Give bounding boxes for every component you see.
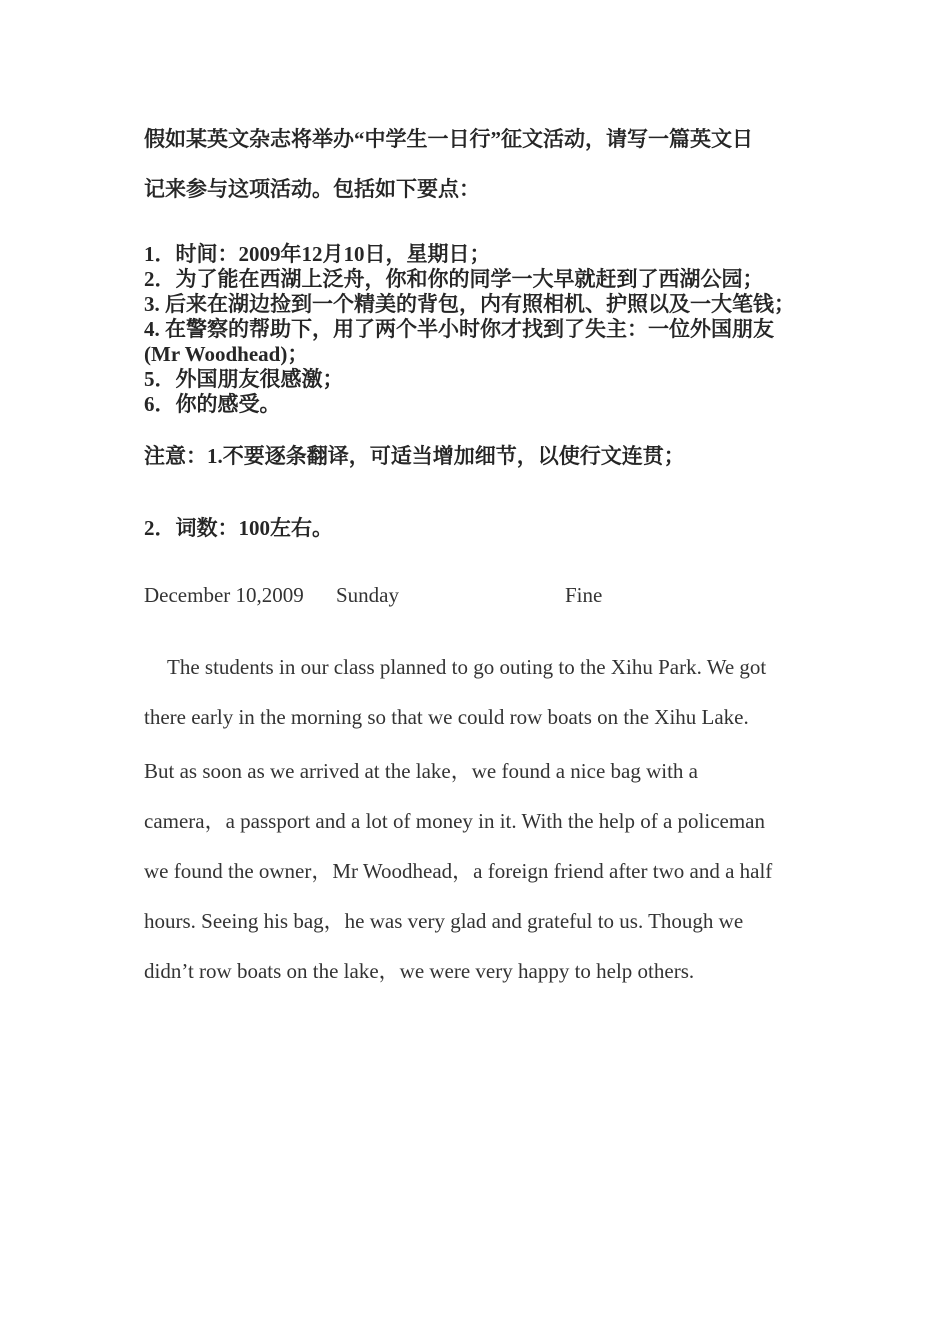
- note-line-2: 2．词数：100左右。: [144, 516, 333, 540]
- prompt-line-1: 假如某英文杂志将举办“中学生一日行”征文活动，请写一篇英文日: [144, 127, 753, 151]
- essay-line: The students in our class planned to go outing to the Xihu Park. We got: [167, 655, 767, 679]
- essay-line: camera，a passport and a lot of money in it. With the help of a policeman: [144, 809, 765, 833]
- requirement-item: 5．外国朋友很感激；: [144, 367, 344, 391]
- requirement-item: 6．你的感受。: [144, 392, 281, 416]
- requirement-item: 4. 在警察的帮助下，用了两个半小时你才找到了失主：一位外国朋友: [144, 317, 774, 341]
- essay-line: But as soon as we arrived at the lake，we found a nice bag with a: [144, 759, 698, 783]
- requirements-list: [144, 242, 824, 417]
- essay-line: hours. Seeing his bag，he was very glad and grateful to us. Though we: [144, 909, 744, 933]
- essay-line: we found the owner，Mr Woodhead，a foreign friend after two and a half: [144, 859, 773, 883]
- essay-line: there early in the morning so that we could row boats on the Xihu Lake.: [144, 705, 749, 729]
- diary-weekday: Sunday: [336, 583, 399, 607]
- diary-date: December 10,2009: [144, 583, 304, 607]
- requirement-item: 1．时间：2009年12月10日，星期日；: [144, 242, 491, 266]
- requirement-item: 2．为了能在西湖上泛舟，你和你的同学一大早就赶到了西湖公园；: [144, 267, 764, 291]
- requirement-item: (Mr Woodhead)；: [144, 342, 309, 366]
- essay-line: didn’t row boats on the lake，we were very happy to help others.: [144, 959, 695, 983]
- requirement-item: 3. 后来在湖边捡到一个精美的背包，内有照相机、护照以及一大笔钱；: [144, 292, 795, 316]
- note-line-1: 注意：1.不要逐条翻译，可适当增加细节，以使行文连贯；: [144, 444, 685, 468]
- diary-weather: Fine: [565, 583, 603, 607]
- prompt-line-2: 记来参与这项活动。包括如下要点：: [144, 177, 480, 201]
